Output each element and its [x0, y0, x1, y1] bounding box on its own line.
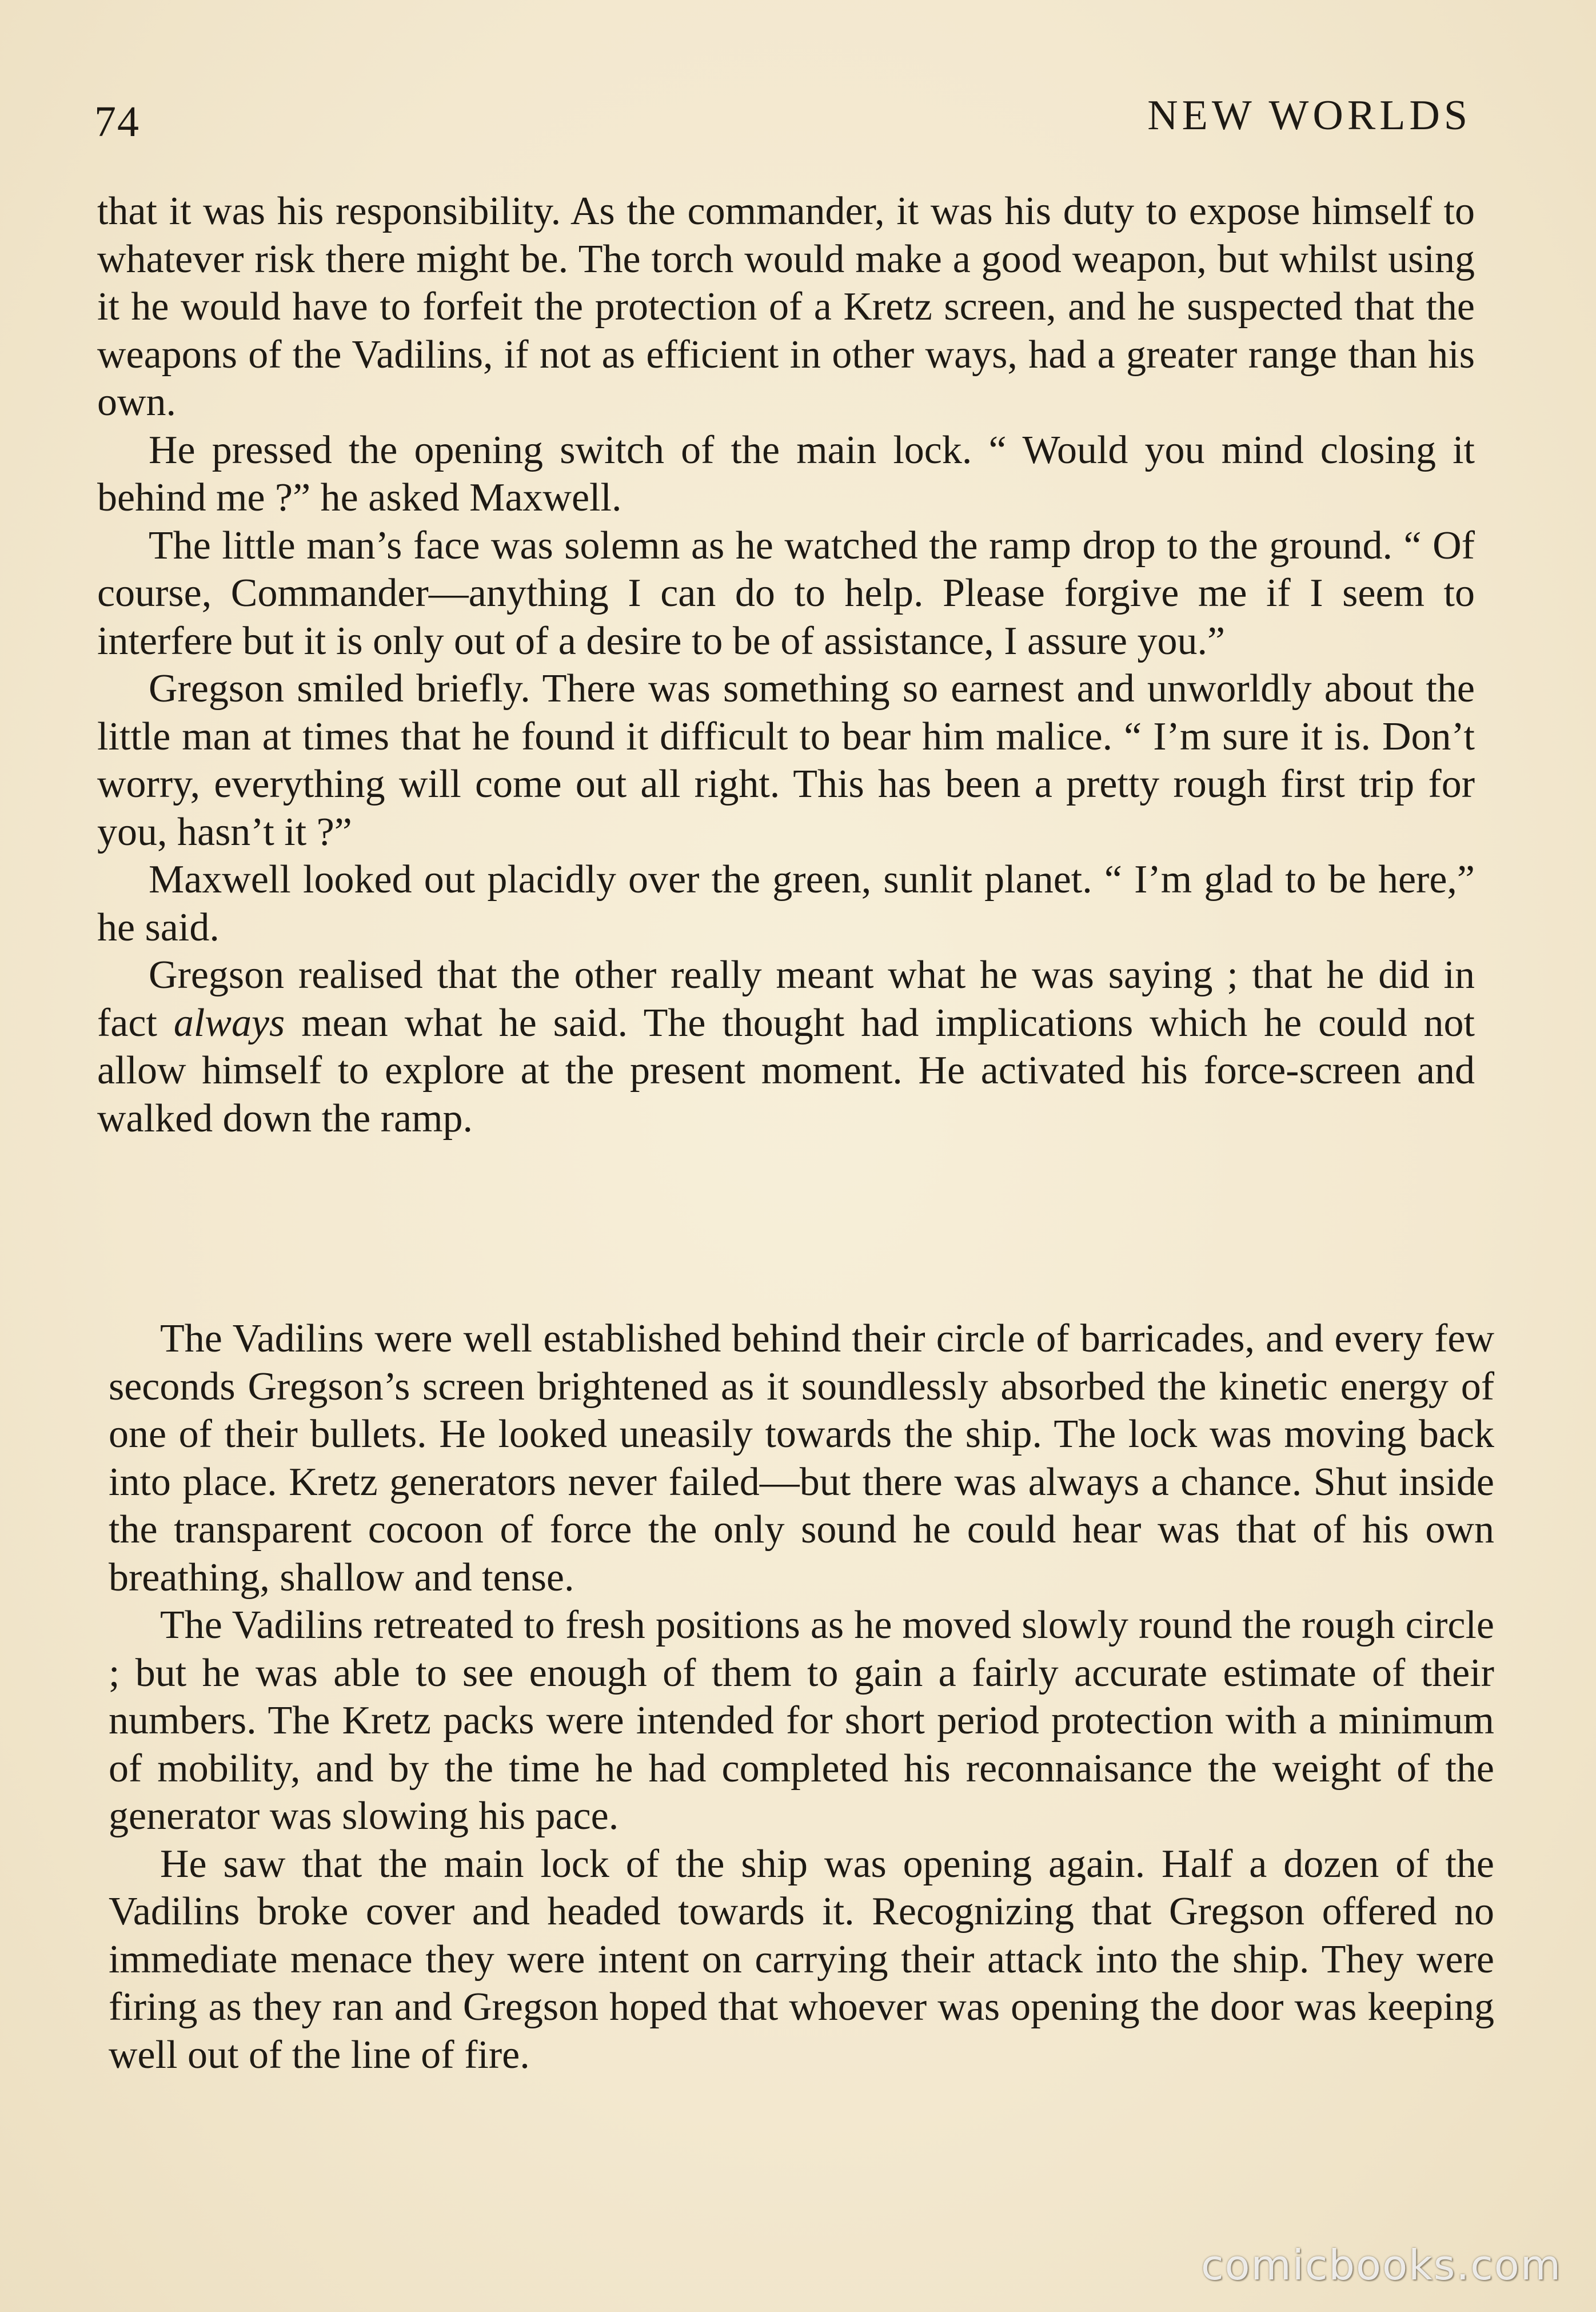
paragraph: Gregson smiled briefly. There was something so earnest and unworldly about the little man at times that he found it difficult to bear him malice. “ I’m sure it is. Don’t worry, everything will come out all right. This has been a pretty rough first trip for you, hasn’t it ?” [97, 667, 1475, 854]
paragraph: The Vadilins retreated to fresh positions as he moved slowly round the rough circle ; but he was able to see enough of them to gain a fairly accurate estimate of their numbers. The Kretz packs were intended for short period protection with a minimum of mobility, and by the time he had completed his reconnaisance the weight of the generator was slowing his pace. [109, 1603, 1494, 1838]
paragraph: The Vadilins were well established behind their circle of barricades, and every few seconds Gregson’s screen brightened as it soundlessly absorbed the kinetic energy of one of their bullets. He looked uneasily towards the ship. The lock was moving back into place. Kretz generators never failed—but there was always a chance. Shut inside the transparent cocoon of force the only sound he could hear was that of his own breathing, shallow and tense. [109, 1317, 1494, 1600]
paragraph-text: Gregson realised that the other really meant what he was saying ; that he did in fact [97, 953, 1475, 1045]
running-title: NEW WORLDS [1147, 92, 1471, 139]
text-section-2 [109, 1315, 1494, 2079]
paragraph: He saw that the main lock of the ship was opening again. Half a dozen of the Vadilins broke cover and headed towards it. Recognizing that Gregson offered no immediate menace they were intent on carrying their attack into the ship. They were firing as they ran and Gregson hoped that whoever was opening the door was keeping well out of the line of fire. [109, 1841, 1494, 2077]
page-number: 74 [94, 98, 140, 146]
watermark-logo: comicbooks.com [1200, 2241, 1562, 2289]
paragraph-text: mean what he said. The thought had implications which he could not allow himself to explore at the present moment. He activated his force-screen and walked down the ramp. [97, 1000, 1475, 1141]
italic-emphasis: always [173, 1000, 285, 1045]
paragraph: that it was his responsibility. As the commander, it was his duty to expose himself to whatever risk there might be. The torch would make a good weapon, but whilst using it he would have to forfeit the protection of a Kretz screen, and he suspected that the weapons of the Vadilins, if not as efficient in other ways, had a greater range than his own. [97, 189, 1475, 424]
paragraph [97, 951, 1475, 1142]
paragraph: He pressed the opening switch of the main lock. “ Would you mind closing it behind me ?” he asked Maxwell. [97, 428, 1475, 520]
text-section-1 [97, 188, 1475, 1142]
paragraph: Maxwell looked out placidly over the green, sunlit planet. “ I’m glad to be here,” he said. [97, 858, 1475, 950]
paragraph: The little man’s face was solemn as he watched the ramp drop to the ground. “ Of course, Commander—anything I can do to help. Please forgive me if I seem to interfere but it is only out of a desire to be of assistance, I assure you.” [97, 523, 1475, 663]
